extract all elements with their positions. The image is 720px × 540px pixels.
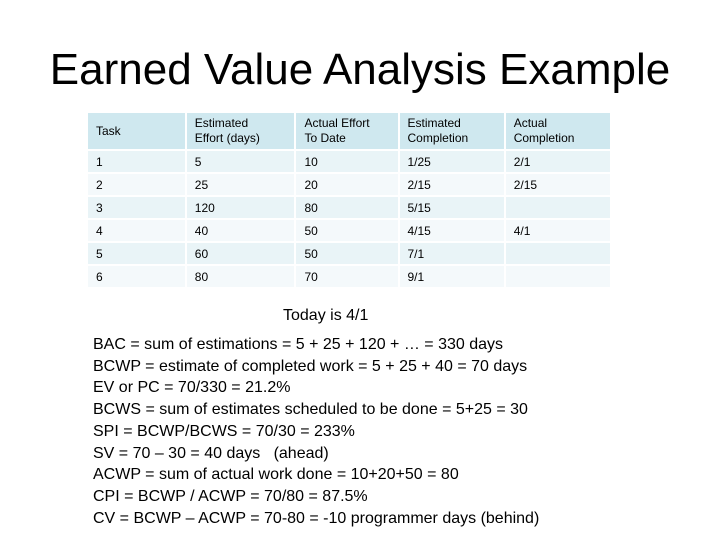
cell-actual-completion: 2/15 — [506, 174, 612, 197]
cell-task: 3 — [88, 197, 187, 220]
cell-estimated-completion: 1/25 — [400, 151, 506, 174]
cell-actual-completion — [506, 243, 612, 266]
today-note: Today is 4/1 — [283, 307, 369, 324]
table-row — [88, 174, 612, 197]
table-row — [88, 197, 612, 220]
cell-estimated-completion: 2/15 — [400, 174, 506, 197]
slide-title: Earned Value Analysis Example — [49, 45, 671, 94]
cell-estimated-completion: 5/15 — [400, 197, 506, 220]
header-estimated-effort — [187, 113, 297, 151]
cell-estimated-effort: 80 — [187, 266, 297, 289]
cell-actual-completion: 4/1 — [506, 220, 612, 243]
cell-estimated-effort: 5 — [187, 151, 297, 174]
table-row — [88, 151, 612, 174]
cell-actual-effort: 80 — [296, 197, 399, 220]
cell-estimated-completion: 9/1 — [400, 266, 506, 289]
calc-spi: SPI = BCWP/BCWS = 70/30 = 233% — [93, 422, 355, 440]
earned-value-table — [88, 113, 612, 289]
cell-task: 5 — [88, 243, 187, 266]
calc-bcwp: BCWP = estimate of completed work = 5 + 25 + 40 = 70 days — [93, 357, 528, 375]
calc-ev: EV or PC = 70/330 = 21.2% — [93, 379, 291, 397]
calc-bcws: BCWS = sum of estimates scheduled to be done = 5+25 = 30 — [93, 401, 528, 419]
cell-estimated-effort: 25 — [187, 174, 297, 197]
cell-estimated-completion: 7/1 — [400, 243, 506, 266]
calculation-list — [93, 334, 539, 529]
cell-task: 2 — [88, 174, 187, 197]
cell-estimated-effort: 120 — [187, 197, 297, 220]
table-row — [88, 243, 612, 266]
cell-actual-completion — [506, 197, 612, 220]
cell-task: 1 — [88, 151, 187, 174]
cell-task: 6 — [88, 266, 187, 289]
calc-bac: BAC = sum of estimations = 5 + 25 + 120 + … = 330 days — [93, 336, 504, 353]
calc-sv: SV = 70 – 30 = 40 days (ahead) — [93, 444, 329, 462]
cell-actual-effort: 10 — [296, 151, 399, 174]
header-label: Estimated Completion — [407, 116, 469, 145]
cell-actual-effort: 20 — [296, 174, 399, 197]
table-header-row — [88, 113, 612, 151]
header-actual-completion — [506, 113, 612, 151]
header-actual-effort — [296, 113, 399, 151]
cell-actual-effort: 70 — [296, 266, 399, 289]
table-row — [88, 266, 612, 289]
calc-acwp: ACWP = sum of actual work done = 10+20+50 = 80 — [93, 466, 459, 484]
cell-task: 4 — [88, 220, 187, 243]
table-row — [88, 220, 612, 243]
cell-estimated-effort: 40 — [187, 220, 297, 243]
cell-actual-effort: 50 — [296, 243, 399, 266]
calc-cpi: CPI = BCWP / ACWP = 70/80 = 87.5% — [93, 487, 368, 505]
cell-actual-completion — [506, 266, 612, 289]
header-task: Task — [88, 113, 187, 151]
header-label: Estimated Effort (days) — [194, 116, 260, 145]
header-estimated-completion — [400, 113, 506, 151]
header-label: Actual Effort To Date — [304, 116, 370, 145]
cell-estimated-effort: 60 — [187, 243, 297, 266]
header-label: Actual Completion — [513, 116, 575, 145]
cell-estimated-completion: 4/15 — [400, 220, 506, 243]
calc-cv: CV = BCWP – ACWP = 70-80 = -10 programmer days (behind) — [93, 509, 540, 527]
cell-actual-completion: 2/1 — [506, 151, 612, 174]
cell-actual-effort: 50 — [296, 220, 399, 243]
